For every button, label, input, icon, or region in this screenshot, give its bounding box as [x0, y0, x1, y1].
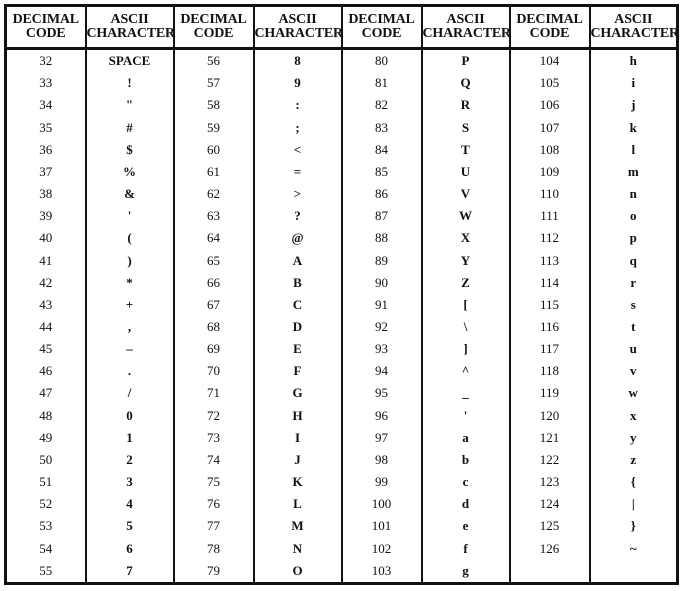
table-row — [6, 294, 678, 316]
decimal-code-cell: 80 — [342, 49, 422, 73]
decimal-code-cell: 58 — [174, 94, 254, 116]
ascii-character-cell: Y — [422, 249, 510, 271]
decimal-code-cell: 97 — [342, 427, 422, 449]
decimal-code-cell: 115 — [510, 294, 590, 316]
decimal-code-cell: 110 — [510, 183, 590, 205]
table-row — [6, 405, 678, 427]
decimal-code-cell: 102 — [342, 537, 422, 559]
table-row — [6, 537, 678, 559]
decimal-code-cell: 117 — [510, 338, 590, 360]
ascii-character-cell: H — [254, 405, 342, 427]
ascii-character-cell: B — [254, 272, 342, 294]
decimal-code-cell: 50 — [6, 449, 86, 471]
header-label: CHARACTER — [590, 26, 679, 41]
decimal-code-cell: 53 — [6, 515, 86, 537]
decimal-code-cell: 64 — [174, 227, 254, 249]
ascii-character-cell: f — [422, 537, 510, 559]
decimal-code-cell: 48 — [6, 405, 86, 427]
ascii-character-header — [86, 6, 174, 49]
decimal-code-cell: 77 — [174, 515, 254, 537]
decimal-code-cell: 42 — [6, 272, 86, 294]
decimal-code-cell: 40 — [6, 227, 86, 249]
ascii-character-cell: , — [86, 316, 174, 338]
table-body — [6, 49, 678, 584]
decimal-code-cell: 44 — [6, 316, 86, 338]
decimal-code-cell: 60 — [174, 139, 254, 161]
ascii-character-cell: M — [254, 515, 342, 537]
decimal-code-cell: 93 — [342, 338, 422, 360]
ascii-character-cell: T — [422, 139, 510, 161]
decimal-code-cell: 96 — [342, 405, 422, 427]
decimal-code-cell: 85 — [342, 161, 422, 183]
decimal-code-cell: 71 — [174, 382, 254, 404]
ascii-character-cell: K — [254, 471, 342, 493]
ascii-character-cell: O — [254, 560, 342, 584]
ascii-character-cell: I — [254, 427, 342, 449]
header-label: CHARACTER — [86, 26, 175, 41]
ascii-character-cell: / — [86, 382, 174, 404]
table-row — [6, 338, 678, 360]
header-label: ASCII — [278, 12, 317, 27]
ascii-character-cell: r — [590, 272, 678, 294]
ascii-character-cell: j — [590, 94, 678, 116]
table-row — [6, 205, 678, 227]
ascii-character-cell: J — [254, 449, 342, 471]
decimal-code-cell: 89 — [342, 249, 422, 271]
header-label: CODE — [529, 26, 570, 41]
decimal-code-cell: 52 — [6, 493, 86, 515]
table-row — [6, 360, 678, 382]
ascii-character-cell: ( — [86, 227, 174, 249]
table-row — [6, 382, 678, 404]
ascii-character-cell: c — [422, 471, 510, 493]
table-row — [6, 493, 678, 515]
ascii-character-header — [254, 6, 342, 49]
ascii-character-cell: l — [590, 139, 678, 161]
decimal-code-cell: 67 — [174, 294, 254, 316]
decimal-code-cell: 99 — [342, 471, 422, 493]
decimal-code-cell: 116 — [510, 316, 590, 338]
table-row — [6, 449, 678, 471]
decimal-code-cell: 83 — [342, 116, 422, 138]
decimal-code-cell: 59 — [174, 116, 254, 138]
ascii-character-cell: – — [86, 338, 174, 360]
ascii-code-table — [4, 4, 679, 585]
decimal-code-cell: 41 — [6, 249, 86, 271]
decimal-code-header — [342, 6, 422, 49]
decimal-code-cell: 125 — [510, 515, 590, 537]
table-row — [6, 272, 678, 294]
ascii-character-cell: | — [590, 493, 678, 515]
decimal-code-cell: 61 — [174, 161, 254, 183]
decimal-code-cell — [510, 560, 590, 584]
ascii-character-cell: ; — [254, 116, 342, 138]
ascii-character-cell: b — [422, 449, 510, 471]
header-label: CODE — [25, 26, 66, 41]
ascii-character-cell: g — [422, 560, 510, 584]
decimal-code-cell: 46 — [6, 360, 86, 382]
decimal-code-cell: 84 — [342, 139, 422, 161]
decimal-code-cell: 43 — [6, 294, 86, 316]
ascii-character-cell: 8 — [254, 49, 342, 73]
decimal-code-cell: 78 — [174, 537, 254, 559]
header-row — [6, 6, 678, 49]
decimal-code-cell: 57 — [174, 72, 254, 94]
header-label: DECIMAL — [180, 12, 247, 27]
decimal-code-cell: 86 — [342, 183, 422, 205]
table-row — [6, 515, 678, 537]
ascii-character-cell: Z — [422, 272, 510, 294]
decimal-code-header — [174, 6, 254, 49]
ascii-character-cell: . — [86, 360, 174, 382]
decimal-code-cell: 65 — [174, 249, 254, 271]
ascii-character-cell: + — [86, 294, 174, 316]
ascii-character-cell: F — [254, 360, 342, 382]
ascii-character-cell: ] — [422, 338, 510, 360]
decimal-code-cell: 72 — [174, 405, 254, 427]
ascii-character-cell: < — [254, 139, 342, 161]
decimal-code-cell: 33 — [6, 72, 86, 94]
ascii-character-cell: 9 — [254, 72, 342, 94]
ascii-character-cell: z — [590, 449, 678, 471]
ascii-character-cell: 1 — [86, 427, 174, 449]
decimal-code-cell: 88 — [342, 227, 422, 249]
header-label: DECIMAL — [12, 12, 79, 27]
ascii-character-cell: 5 — [86, 515, 174, 537]
ascii-character-cell: 3 — [86, 471, 174, 493]
decimal-code-cell: 51 — [6, 471, 86, 493]
header-label: DECIMAL — [516, 12, 583, 27]
decimal-code-cell: 55 — [6, 560, 86, 584]
table-row — [6, 49, 678, 73]
header-label: CODE — [361, 26, 402, 41]
ascii-character-cell — [590, 560, 678, 584]
ascii-character-header — [422, 6, 510, 49]
ascii-character-cell: % — [86, 161, 174, 183]
ascii-character-cell: t — [590, 316, 678, 338]
decimal-code-cell: 73 — [174, 427, 254, 449]
ascii-character-cell: D — [254, 316, 342, 338]
table-row — [6, 249, 678, 271]
ascii-character-cell: E — [254, 338, 342, 360]
decimal-code-cell: 35 — [6, 116, 86, 138]
ascii-character-cell: { — [590, 471, 678, 493]
decimal-code-cell: 92 — [342, 316, 422, 338]
ascii-character-cell: a — [422, 427, 510, 449]
decimal-code-cell: 68 — [174, 316, 254, 338]
decimal-code-cell: 74 — [174, 449, 254, 471]
decimal-code-cell: 111 — [510, 205, 590, 227]
ascii-character-cell: ) — [86, 249, 174, 271]
ascii-character-cell: m — [590, 161, 678, 183]
ascii-character-cell: y — [590, 427, 678, 449]
ascii-character-cell: = — [254, 161, 342, 183]
ascii-character-cell: " — [86, 94, 174, 116]
ascii-character-cell: p — [590, 227, 678, 249]
ascii-character-cell: 7 — [86, 560, 174, 584]
header-label: DECIMAL — [348, 12, 415, 27]
decimal-code-cell: 49 — [6, 427, 86, 449]
decimal-code-cell: 124 — [510, 493, 590, 515]
ascii-character-cell: [ — [422, 294, 510, 316]
ascii-character-cell: h — [590, 49, 678, 73]
ascii-character-cell: * — [86, 272, 174, 294]
decimal-code-cell: 76 — [174, 493, 254, 515]
decimal-code-cell: 100 — [342, 493, 422, 515]
decimal-code-cell: 79 — [174, 560, 254, 584]
decimal-code-cell: 90 — [342, 272, 422, 294]
decimal-code-cell: 106 — [510, 94, 590, 116]
ascii-character-cell: ? — [254, 205, 342, 227]
decimal-code-cell: 47 — [6, 382, 86, 404]
ascii-character-cell: q — [590, 249, 678, 271]
ascii-character-cell: R — [422, 94, 510, 116]
table-row — [6, 72, 678, 94]
header-label: ASCII — [614, 12, 653, 27]
decimal-code-cell: 39 — [6, 205, 86, 227]
decimal-code-cell: 75 — [174, 471, 254, 493]
decimal-code-cell: 38 — [6, 183, 86, 205]
ascii-character-cell: G — [254, 382, 342, 404]
decimal-code-cell: 32 — [6, 49, 86, 73]
table-row — [6, 139, 678, 161]
ascii-character-cell: W — [422, 205, 510, 227]
ascii-character-cell: > — [254, 183, 342, 205]
ascii-character-cell: } — [590, 515, 678, 537]
ascii-character-cell: u — [590, 338, 678, 360]
decimal-code-cell: 105 — [510, 72, 590, 94]
ascii-character-cell: P — [422, 49, 510, 73]
decimal-code-cell: 70 — [174, 360, 254, 382]
decimal-code-cell: 95 — [342, 382, 422, 404]
ascii-character-cell: s — [590, 294, 678, 316]
decimal-code-cell: 91 — [342, 294, 422, 316]
decimal-code-cell: 123 — [510, 471, 590, 493]
decimal-code-cell: 34 — [6, 94, 86, 116]
decimal-code-cell: 126 — [510, 537, 590, 559]
decimal-code-cell: 56 — [174, 49, 254, 73]
decimal-code-cell: 122 — [510, 449, 590, 471]
ascii-character-cell: S — [422, 116, 510, 138]
ascii-character-cell: e — [422, 515, 510, 537]
table-row — [6, 560, 678, 584]
decimal-code-header — [510, 6, 590, 49]
table-header — [6, 6, 678, 49]
decimal-code-cell: 54 — [6, 537, 86, 559]
ascii-character-cell: : — [254, 94, 342, 116]
ascii-character-cell: x — [590, 405, 678, 427]
decimal-code-cell: 109 — [510, 161, 590, 183]
ascii-character-cell: 6 — [86, 537, 174, 559]
ascii-character-cell: X — [422, 227, 510, 249]
header-label: CODE — [193, 26, 234, 41]
decimal-code-cell: 118 — [510, 360, 590, 382]
ascii-character-cell: C — [254, 294, 342, 316]
ascii-character-cell: # — [86, 116, 174, 138]
header-label: CHARACTER — [254, 26, 343, 41]
decimal-code-cell: 36 — [6, 139, 86, 161]
decimal-code-cell: 107 — [510, 116, 590, 138]
decimal-code-cell: 114 — [510, 272, 590, 294]
decimal-code-cell: 101 — [342, 515, 422, 537]
header-label: CHARACTER — [422, 26, 511, 41]
ascii-character-cell: ~ — [590, 537, 678, 559]
decimal-code-cell: 108 — [510, 139, 590, 161]
ascii-character-cell: A — [254, 249, 342, 271]
decimal-code-cell: 87 — [342, 205, 422, 227]
ascii-character-cell: @ — [254, 227, 342, 249]
table-row — [6, 94, 678, 116]
decimal-code-cell: 66 — [174, 272, 254, 294]
ascii-character-cell: V — [422, 183, 510, 205]
table-row — [6, 427, 678, 449]
ascii-character-cell: n — [590, 183, 678, 205]
decimal-code-cell: 94 — [342, 360, 422, 382]
ascii-character-cell: ' — [86, 205, 174, 227]
ascii-character-cell: U — [422, 161, 510, 183]
decimal-code-cell: 82 — [342, 94, 422, 116]
decimal-code-cell: 62 — [174, 183, 254, 205]
table-row — [6, 471, 678, 493]
decimal-code-cell: 112 — [510, 227, 590, 249]
ascii-character-cell: w — [590, 382, 678, 404]
ascii-character-cell: & — [86, 183, 174, 205]
ascii-character-cell: ! — [86, 72, 174, 94]
table-row — [6, 161, 678, 183]
table-row — [6, 116, 678, 138]
decimal-code-cell: 119 — [510, 382, 590, 404]
ascii-character-cell: _ — [422, 382, 510, 404]
decimal-code-cell: 81 — [342, 72, 422, 94]
ascii-character-cell: \ — [422, 316, 510, 338]
decimal-code-cell: 69 — [174, 338, 254, 360]
ascii-character-cell: L — [254, 493, 342, 515]
decimal-code-cell: 120 — [510, 405, 590, 427]
decimal-code-header — [6, 6, 86, 49]
ascii-character-cell: 0 — [86, 405, 174, 427]
ascii-character-cell: k — [590, 116, 678, 138]
decimal-code-cell: 113 — [510, 249, 590, 271]
ascii-character-cell: 2 — [86, 449, 174, 471]
ascii-character-cell: SPACE — [86, 49, 174, 73]
ascii-character-cell: N — [254, 537, 342, 559]
ascii-character-cell: Q — [422, 72, 510, 94]
decimal-code-cell: 37 — [6, 161, 86, 183]
decimal-code-cell: 98 — [342, 449, 422, 471]
table-row — [6, 183, 678, 205]
ascii-character-cell: 4 — [86, 493, 174, 515]
decimal-code-cell: 121 — [510, 427, 590, 449]
ascii-character-cell: o — [590, 205, 678, 227]
ascii-character-cell: ^ — [422, 360, 510, 382]
ascii-character-header — [590, 6, 678, 49]
header-label: ASCII — [110, 12, 149, 27]
decimal-code-cell: 63 — [174, 205, 254, 227]
header-label: ASCII — [446, 12, 485, 27]
decimal-code-cell: 45 — [6, 338, 86, 360]
ascii-character-cell: ' — [422, 405, 510, 427]
decimal-code-cell: 104 — [510, 49, 590, 73]
ascii-character-cell: v — [590, 360, 678, 382]
ascii-character-cell: i — [590, 72, 678, 94]
ascii-character-cell: d — [422, 493, 510, 515]
table-row — [6, 316, 678, 338]
ascii-character-cell: $ — [86, 139, 174, 161]
decimal-code-cell: 103 — [342, 560, 422, 584]
table-row — [6, 227, 678, 249]
